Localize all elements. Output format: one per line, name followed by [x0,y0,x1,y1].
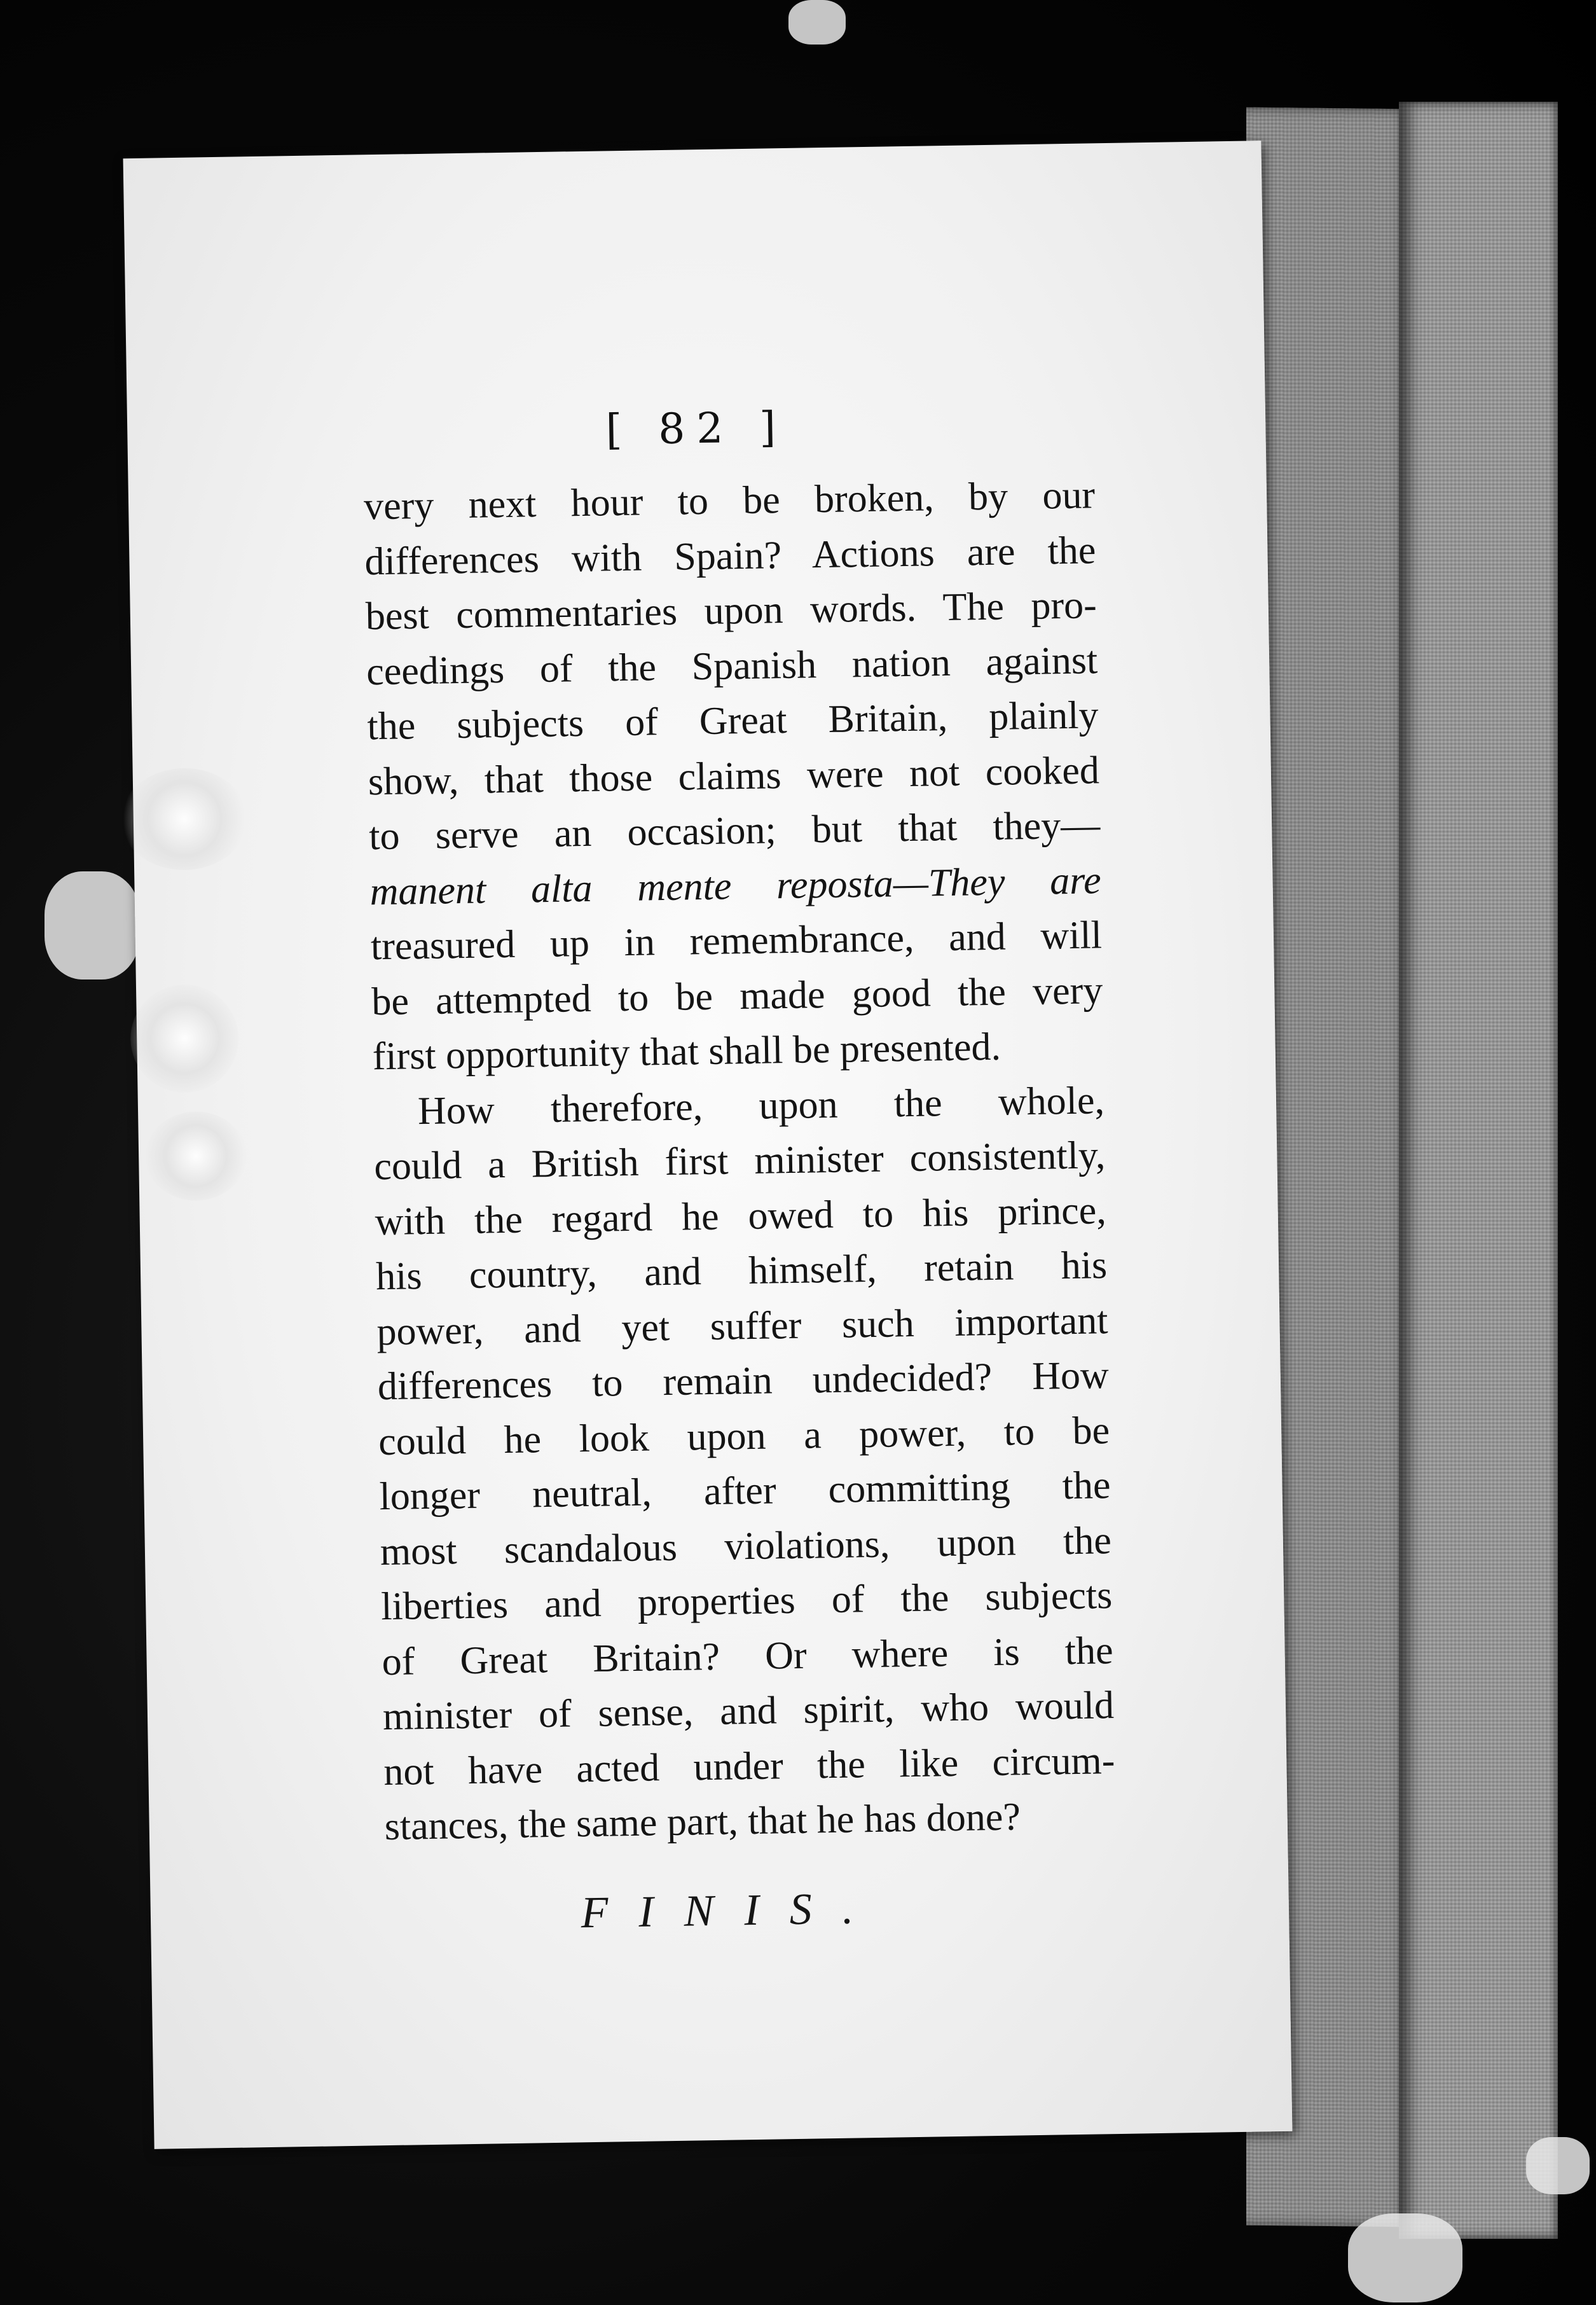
text-line: How therefore, upon the whole, [417,1078,1105,1133]
book-cover-spine [1399,102,1558,2239]
paper-fragment [45,871,140,979]
page-number: [ 82 ] [605,402,788,455]
paper-fragment [1348,2213,1462,2302]
text-line: power, and yet suffer such important [376,1298,1108,1353]
text-line: could a British first minister consistently, [373,1133,1106,1189]
text-line: very next hour to be broken, by our [363,473,1096,529]
text-line: could he look upon a power, to be [378,1408,1110,1464]
text-line-with-italic: manent alta mente reposta—They are [369,858,1102,913]
text-line: of Great Britain? Or where is the [382,1628,1114,1684]
text-line: differences to remain undecided? How [377,1353,1110,1409]
text-line: his country, and himself, retain his [375,1243,1108,1299]
text-line: first opportunity that shall be presented. [372,1025,1001,1079]
text-line: to serve an occasion; but that they— [368,803,1101,859]
text-line: not have acted under the like circum- [383,1738,1115,1794]
text-line: show, that those claims were not cooked [368,748,1100,803]
text-line: longer neutral, after committing the [379,1464,1111,1519]
book-page [123,141,1293,2149]
text-line: differences with Spain? Actions are the [364,528,1096,583]
text-line: minister of sense, and spirit, who would [382,1684,1115,1739]
body-text [363,467,1116,1854]
text-line: the subjects of Great Britain, plainly [367,693,1099,749]
finis-colophon: FINIS. [581,1883,884,1938]
text-line: with the regard he owed to his prince, [375,1188,1107,1243]
text-line: be attempted to be made good the very [371,968,1103,1023]
text-line: treasured up in remembrance, and will [370,913,1103,969]
page-stain [144,1111,247,1201]
page-stain [120,767,249,871]
paper-fragment [788,0,846,45]
text-line: stances, the same part, that he has done? [384,1795,1021,1849]
text-line: liberties and properties of the subjects [380,1574,1113,1629]
paper-fragment [1526,2137,1590,2194]
text-line: ceedings of the Spanish nation against [366,638,1098,693]
text-line: best commentaries upon words. The pro- [365,583,1097,639]
page-stain [130,984,240,1094]
text-line: most scandalous violations, upon the [380,1518,1112,1574]
